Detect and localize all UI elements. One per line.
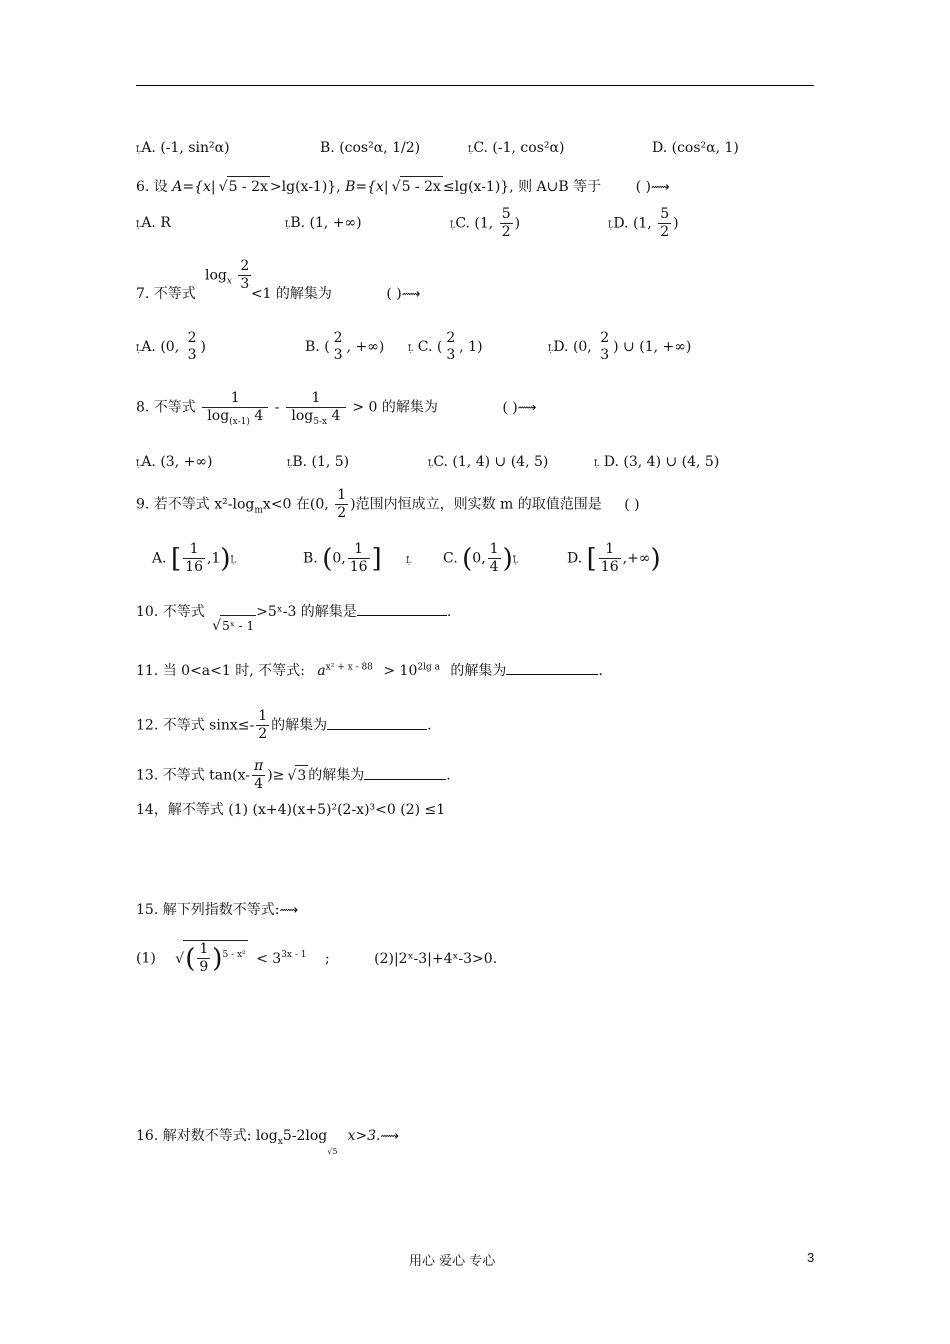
marker: Ḹ xyxy=(136,145,142,154)
q5-option-d: D. (cos²α, 1) xyxy=(652,140,739,156)
q6-option-a: ḸA. R xyxy=(136,215,171,231)
q9-option-c: C. (0, $\frac{1}{4}$ )Ḹ xyxy=(443,541,519,575)
bird-icon: ⟿ xyxy=(650,180,670,195)
q12-stem: 12. 不等式 sinx≤- $\frac{1}{2}$ 的解集为 . xyxy=(136,708,432,742)
q13-answer-blank[interactable] xyxy=(364,779,446,780)
q10-answer-blank[interactable] xyxy=(357,615,447,616)
q7-option-a: ḸA. (0, 2 3 ) xyxy=(136,330,206,363)
q9-option-b: B. (0, $\frac{1}{16}$ ] Ḹ xyxy=(303,541,412,575)
q8-option-d: Ḹ D. (3, 4) ∪ (4, 5) xyxy=(594,454,720,470)
bird-icon: ⟿ xyxy=(401,287,421,302)
q6-option-b: ḸB. (1, +∞) xyxy=(285,215,362,231)
q8-stem: 8. 不等式 $\frac{1}{\log_{(x-1)} 4}$ - $\frac{1}{\log_{5-x} 4}$ > 0 的解集为 ( )⟿ xyxy=(136,390,537,427)
q8-option-c: ḸC. (1, 4) ∪ (4, 5) xyxy=(428,454,549,470)
page-footer: 用心 爱心 专心 xyxy=(409,1254,496,1269)
q5-option-a: ḸA. (-1, sin²α) xyxy=(136,140,230,156)
q5-option-c: ḸC. (-1, cos²α) xyxy=(468,140,565,156)
q7-option-c: Ḹ C. ( 2 3 , 1) xyxy=(408,330,483,363)
q15-stem: 15. 解下列指数不等式:⟿ xyxy=(136,902,299,918)
q13-stem: 13. 不等式 tan(x- $\frac{\pi}{4}$ )≥√ 3 的解集为 . xyxy=(136,758,451,793)
q15-parts: (1) √ ( $\frac{1}{9}$ )$^{5 - x^2} < 3^{3x - 1}$ ; (2)|2ˣ-3|+4ˣ-3>0. xyxy=(136,940,497,976)
q9-option-a: A. [ $\frac{1}{16}$ ,1)Ḹ xyxy=(152,541,236,575)
bird-icon: ⟿ xyxy=(380,1129,400,1144)
q14-stem: 14，解不等式 (1) (x+4)(x+5)²(2-x)³<0 (2) ≤1 xyxy=(136,802,446,818)
q12-answer-blank[interactable] xyxy=(327,729,427,730)
page-number: 3 xyxy=(807,1250,815,1265)
q16-stem: 16. 解对数不等式: $\log_x5-2\log_{√5}x>3.⟿$ xyxy=(136,1128,400,1156)
q6-option-d: ḸD. (1, $\frac{5}{2}$ ) xyxy=(608,206,679,240)
bird-icon: ⟿ xyxy=(279,903,299,918)
q7-option-b: B. ( 2 3 , +∞) xyxy=(305,330,385,363)
q6-stem: 6. 设 A={x|√ 5 - 2x >lg(x-1)}, B={x|√ 5 - 2x ≤lg(x-1)}, 则 A∪B 等于 ( )⟿ xyxy=(136,176,670,198)
q11-answer-blank[interactable] xyxy=(506,674,598,675)
q10-stem: 10. 不等式 √ 5ˣ - 1>5ˣ-3 的解集是 . xyxy=(136,602,451,636)
q8-option-a: ḸA. (3, +∞) xyxy=(136,454,213,470)
q7-stem: 7. 不等式 <1 的解集为 ( )⟿ xyxy=(136,286,421,302)
q6-option-c: ḸC. (1, $\frac{5}{2}$ ) xyxy=(450,206,521,240)
q9-option-d: D. [ $\frac{1}{16}$ ,+∞) xyxy=(567,541,661,575)
q5-option-b: B. (cos²α, 1/2) xyxy=(320,140,421,156)
q11-stem: 11. 当 0<a<1 时, 不等式: $a^{x^2 + x - 88} > 10^{2lg a}$ 的解集为 . xyxy=(136,662,603,679)
q7-log-expr: $\log_x$ $\frac{2}{3}$ xyxy=(205,258,250,292)
bird-icon: ⟿ xyxy=(517,400,537,416)
header-rule xyxy=(136,85,814,86)
q8-option-b: ḸB. (1, 5) xyxy=(287,454,350,470)
q7-option-d: ḸD. (0, 2 3 ) ∪ (1, +∞) xyxy=(548,330,692,363)
q9-stem: 9. 若不等式 $x^2-\log_mx<0$ 在(0, $\frac{1}{2}$ )范围内恒成立，则实数 m 的取值范围是 ( ) xyxy=(136,487,640,521)
